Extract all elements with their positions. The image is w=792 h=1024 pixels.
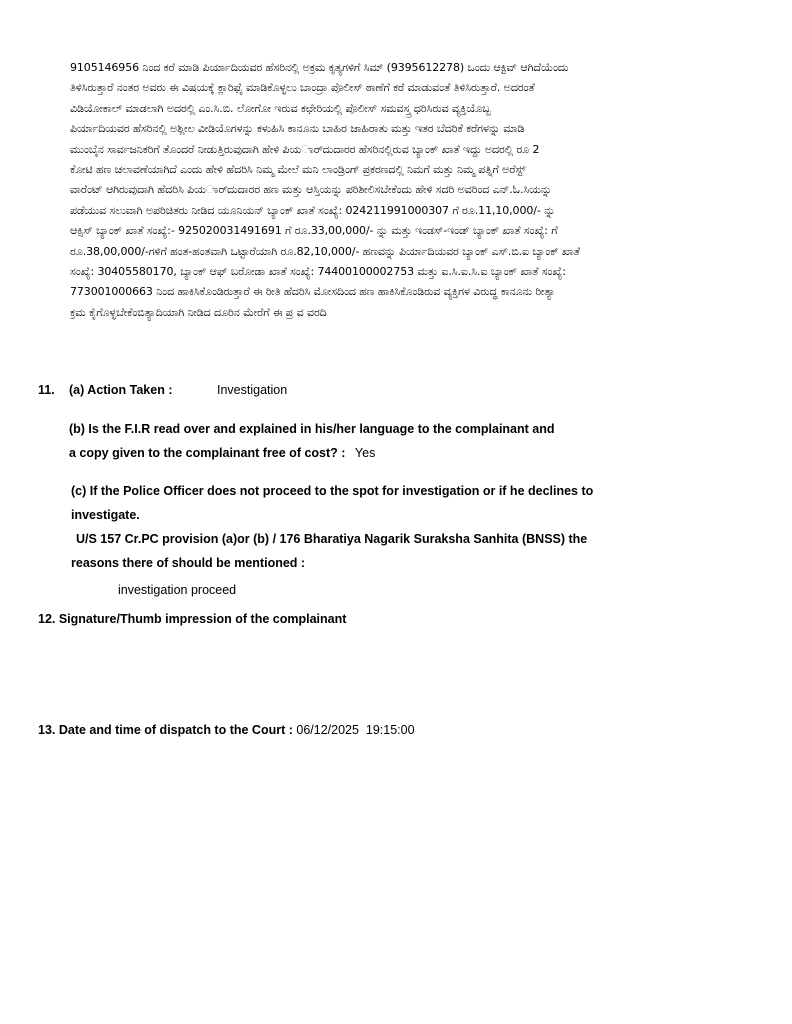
narrative-line: ಪಿರ್ಯಾದಿಯವರ ಹೆಸರಿನಲ್ಲಿ ಅಶ್ಲೀಲ ವೀಡಿಯೊಗಳನ್ನು ಕಳುಹಿಸಿ ಕಾನೂನು ಬಾಹಿರ ಜಾಹಿರಾತು ಮತ್ತು ಇತರ ಬೆದರಿಕೆ ಕರೆಗಳನ್ನು ಮಾಡಿ [70, 122, 525, 136]
narrative-line: ವಾರೆಂಟ್ ಆಗಿರುವುದಾಗಿ ಹೆದರಿಸಿ ಪಿಯರ್‌ಾದುದಾರರ ಹಣ ಮತ್ತು ಆಸ್ತಿಯನ್ನು ಪರಿಶೀಲಿಸಬೇಕೆಂದು ಹೇಳಿ ಸದರಿ ಅವರಿಂದ ಎನ್.ಓ.ಸಿಯನ್ನು [70, 183, 552, 197]
police-officer-question-line1: (c) If the Police Officer does not proceed to the spot for investigation or if he declines to [71, 484, 594, 498]
narrative-line: ಕೋಟಿ ಹಣ ಚಲಾವಣೆಯಾಗಿದೆ ಎಂದು ಹೇಳಿ ಹೆದರಿಸಿ ನಿಮ್ಮ ಮೇಲೆ ಮನಿ ಲಾಂಡ್ರಿಂಗ್ ಪ್ರಕರಣದಲ್ಲಿ ನಿಮಗೆ ಮತ್ತು ನಿಮ್ಮ ಪತ್ನಿಗೆ ಅರೆಸ್ಟ್ [70, 163, 526, 177]
dispatch-label: 13. Date and time of dispatch to the Court : [38, 723, 293, 737]
narrative-line: ವಿಡಿಯೋಕಾಲ್ ಮಾಡಲಾಗಿ ಅದರಲ್ಲಿ ಎಂ.ಸಿ.ಬಿ. ಲೋಗೋ ಇರುವ ಕಛೇರಿಯಲ್ಲಿ ಪೊಲೀಸ್ ಸಮವಸ್ತ್ರ ಧರಿಸಿರುವ ವ್ಯಕ್ತಿಯೊಬ್ಬ [70, 101, 491, 115]
dispatch-datetime: 06/12/2025 19:15:00 [296, 723, 415, 737]
fir-read-question-line2 [69, 446, 375, 460]
narrative-line: ಕ್ರಮ ಕೈಗೊಳ್ಳಬೇಕೆಂಬಿತ್ಯಾದಿಯಾಗಿ ನೀಡಿದ ದೂರಿನ ಮೇರೆಗೆ ಈ ಪ್ರ ವ ವರದಿ [70, 305, 327, 319]
narrative-line: 773001000663 ನಿಂದ ಹಾಕಿಸಿಕೊಂಡಿರುತ್ತಾರೆ ಈ ರೀತಿ ಹೆದರಿಸಿ ಮೋಸದಿಂದ ಹಣ ಹಾಕಿಸಿಕೊಂಡಿರುವ ವ್ಯಕ್ತಿಗಳ ವಿರುದ್ಧ ಕಾನೂನು ರೀತ್ಯಾ [70, 285, 556, 299]
complaint-narrative [70, 58, 698, 323]
narrative-line: 9105146956 ನಿಂದ ಕರೆ ಮಾಡಿ ಪಿರ್ಯಾದಿಯವರ ಹೆಸರಿನಲ್ಲಿ ಅಕ್ರಮ ಕೃತ್ಯಗಳಿಗೆ ಸಿಮ್ (9395612278) ಒಂದು ಆಕ್ಟಿವ್ ಆಗಿದೆಯೆಂದು [70, 61, 569, 74]
narrative-line: ಮುಂಬೈನ ಸಾರ್ವಜನಿಕರಿಗೆ ತೊಂದರೆ ನೀಡುತ್ತಿರುವುದಾಗಿ ಹೇಳಿ ಪಿಯರ್‌ಾದುದಾರರ ಹೆಸರಿನಲ್ಲಿರುವ ಬ್ಯಾಂಕ್ ಖಾತೆ ಇದ್ದು ಅದರಲ್ಲಿ ರೂ 2 [70, 142, 540, 156]
police-officer-question-line2: investigate. [71, 508, 140, 522]
police-officer-question-line4: reasons there of should be mentioned : [71, 556, 306, 570]
action-taken-value: Investigation [217, 383, 288, 397]
action-taken-label: (a) Action Taken : [69, 383, 173, 397]
dispatch-row [38, 723, 415, 737]
narrative-line: ತಿಳಿಸಿರುತ್ತಾರೆ ನಂತರ ಅವರು ಈ ವಿಷಯಕ್ಕೆ ಕ್ಲಾರಿಫೈ ಮಾಡಿಕೊಳ್ಳಲು ಬಾಂದ್ರಾ ಪೊಲೀಸ್ ಠಾಣೆಗೆ ಕರೆ ಮಾಡುವಂತೆ ತಿಳಿಸಿರುತ್ತಾರೆ. ಅದರಂತೆ [70, 81, 535, 95]
narrative-line: ಸಂಖ್ಯೆ: 30405580170, ಬ್ಯಾಂಕ್ ಆಫ್ ಬರೋಡಾ ಖಾತೆ ಸಂಖ್ಯೆ: 74400100002753 ಮತ್ತು ಐ.ಸಿ.ಐ.ಸಿ.ಐ ಬ್ಯಾಂಕ್ ಖಾತೆ ಸಂಖ್ಯೆ: [70, 265, 566, 279]
investigation-status: investigation proceed [118, 583, 237, 597]
fir-read-answer: Yes [354, 446, 376, 460]
narrative-line: ಆಕ್ಸಿಸ್ ಬ್ಯಾಂಕ್ ಖಾತೆ ಸಂಖ್ಯೆ:- 925020031491691 ಗೆ ರೂ.33,00,000/- ನ್ನು ಮತ್ತು ಇಂಡಸ್-ಇಂಡ್ ಬ್ಯಾಂಕ್ ಖಾತೆ ಸಂಖ್ಯೆ: ಗೆ [70, 224, 558, 238]
narrative-line: ರೂ.38,00,000/-ಗಳಿಗೆ ಹಂತ-ಹಂತವಾಗಿ ಒಟ್ಟಾರೆಯಾಗಿ ರೂ.82,10,000/- ಹಣವನ್ನು ಪಿರ್ಯಾದಿಯವರ ಬ್ಯಾಂಕ್ ಎಸ್.ಬಿ.ಐ ಬ್ಯಾಂಕ್ ಖಾತೆ [70, 244, 580, 258]
item-11-number: 11. [38, 383, 55, 397]
fir-read-question-text: a copy given to the complainant free of cost? : [69, 446, 346, 460]
narrative-line: ಪಡೆಯುವ ಸಲುವಾಗಿ ಅಪರಿಚಿತರು ನೀಡಿದ ಯೂನಿಯನ್ ಬ್ಯಾಂಕ್ ಖಾತೆ ಸಂಖ್ಯೆ: 024211991000307 ಗೆ ರೂ.11,10,000/- ನ್ನು [70, 203, 556, 217]
signature-label: 12. Signature/Thumb impression of the complainant [38, 612, 347, 626]
fir-read-question-line1: (b) Is the F.I.R read over and explained in his/her language to the complainant and [69, 422, 555, 436]
police-officer-question-line3: U/S 157 Cr.PC provision (a)or (b) / 176 Bharatiya Nagarik Suraksha Sanhita (BNSS) the [76, 532, 588, 546]
